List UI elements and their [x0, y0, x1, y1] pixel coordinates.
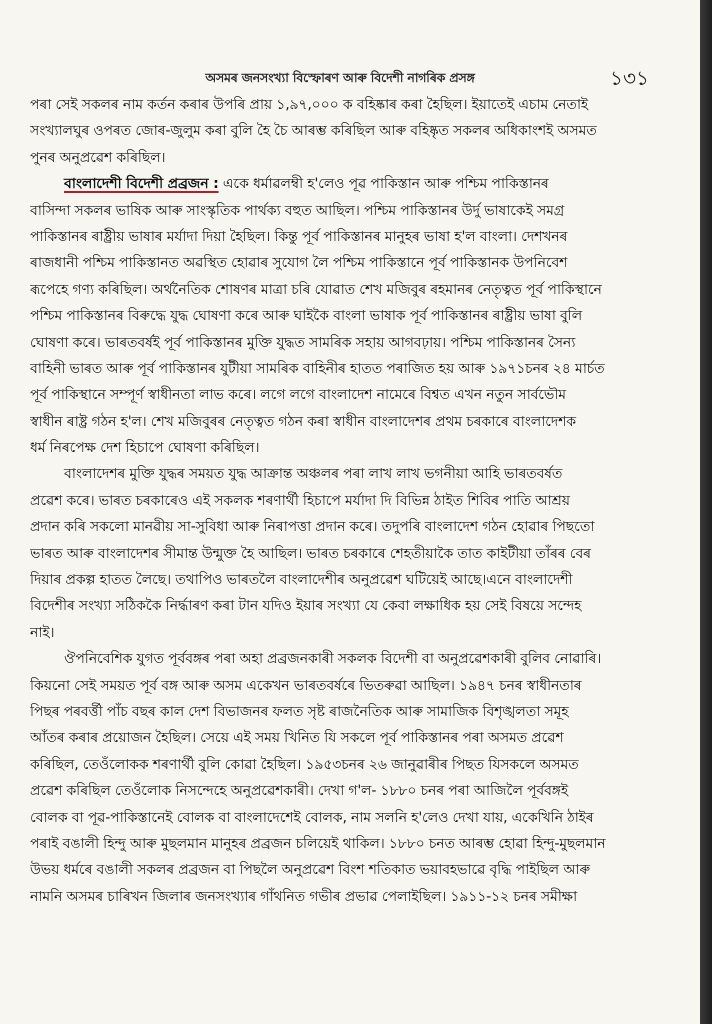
text-line: আঁতৰ কৰাৰ প্ৰয়োজন হৈছিল। সেয়ে এই সময় খিনিত যি সকলে পূৰ্ব পাকিস্তানৰ পৰা অসমত প্ৰৱেশ [30, 730, 564, 747]
body-text [30, 92, 670, 910]
text-line: প্ৰদান কৰি সকলো মানৱীয় সা-সুবিধা আৰু নিৰাপত্তা প্ৰদান কৰে। তদুপৰি বাংলাদেশ গঠন হোৱাৰ পিছতো [30, 519, 595, 536]
text-line: নামনি অসমৰ চাৰিখন জিলাৰ জনসংখ্যাৰ গাঁথনিত গভীৰ প্ৰভাৱ পেলাইছিল। ১৯১১-১২ চনৰ সমীক্ষা [30, 888, 578, 905]
page-number: ১৩১ [610, 66, 649, 90]
text-line: বাহিনী ভাৰত আৰু পূৰ্ব পাকিস্তানৰ যুটীয়া সামৰিক বাহিনীৰ হাতত পৰাজিত হয় আৰু ১৯৭১চনৰ ২৪ মাৰ্চত [30, 360, 605, 377]
text-line: ধৰ্ম নিৰপেক্ষ দেশ হিচাপে ঘোষণা কৰিছিল। [30, 440, 260, 457]
text-line: পূৰ্ব পাকিস্থানে সম্পূৰ্ণ স্বাধীনতা লাভ কৰে। লগে লগে বাংলাদেশ নামেৰে বিশ্বত এখন নতুন সাৰ্বভৌম [30, 387, 566, 404]
text-line: বাংলাদেশৰ মুক্তি যুদ্ধৰ সময়ত যুদ্ধ আক্ৰান্ত অঞ্চলৰ পৰা লাখ লাখ ভগনীয়া আহি ভাৰতবৰ্ষত [64, 466, 563, 483]
text-line: কিয়নো সেই সময়ত পূৰ্ব বঙ্গ আৰু অসম একেখন ভাৰতবৰ্ষৰে ভিতৰুৱা আছিল। ১৯৪৭ চনৰ স্বাধীনতাৰ [30, 677, 582, 694]
text-line: সংখ্যালঘুৰ ওপৰত জোৰ-জুলুম কৰা বুলি হৈ চৈ আৰম্ভ কৰিছিল আৰু বহিষ্কৃত সকলৰ অধিকাংশই অসমত [30, 123, 597, 140]
text-line: ৰূপেহে গণ্য কৰিছিল। অৰ্থনৈতিক শোষণৰ মাত্ৰা চৰি যোৱাত শেখ মজিবুৰ ৰহমানৰ নেতৃত্বত পূৰ্ব পাকিস্থানে [30, 281, 602, 298]
text-line: পৰাই বঙালী হিন্দু আৰু মুছলমান মানুহৰ প্ৰব্ৰজন চলিয়েই থাকিল। ১৮৮০ চনত আৰম্ভ হোৱা হিন্দু-মুছলমান [30, 835, 606, 852]
text-line: বোলক বা পূৱ-পাকিস্তানেই বোলক বা বাংলাদেশেই বোলক, নাম সলনি হ'লেও দেখা যায়, একেখিনি ঠাইৰ [30, 809, 594, 826]
section-heading-text: একে ধৰ্মাৱলম্বী হ'লেও পূৱ পাকিস্তান আৰু পশ্চিম পাকিস্তানৰ [218, 176, 549, 193]
text-line: দিয়াৰ প্ৰকল্প হাতত লৈছে। তথাপিও ভাৰতলৈ বাংলাদেশীৰ অনুপ্ৰৱেশ ঘটিয়েই আছে।এনে বাংলাদেশী [30, 572, 573, 589]
text-line: ঘোষণা কৰে। ভাৰতবৰ্ষই পূৰ্ব পাকিস্তানৰ মুক্তি যুদ্ধত সামৰিক সহায় আগবঢ়ায়। পশ্চিম পাকিস্তানৰ সৈন্য [30, 334, 576, 351]
text-line: প্ৰৱেশ কৰে। ভাৰত চৰকাৰেও এই সকলক শৰণাৰ্থী হিচাপে মৰ্যাদা দি বিভিন্ন ঠাইত শিবিৰ পাতি আশ্ৰয় [30, 492, 570, 509]
text-line: প্ৰৱেশ কৰিছিল তেওঁলোক নিসন্দেহে অনুপ্ৰৱেশকাৰী। দেখা গ'ল- ১৮৮০ চনৰ পৰা আজিলৈ পূৰ্ববঙ্গই [30, 783, 569, 800]
text-line: বাসিন্দা সকলৰ ভাষিক আৰু সাংস্কৃতিক পাৰ্থক্য বহুত আছিল। পশ্চিম পাকিস্তানৰ উৰ্দু ভাষাকেই সমগ্ৰ [30, 202, 565, 219]
page-edge-shadow [700, 0, 712, 1024]
text-line: ৰাজধানী পশ্চিম পাকিস্তানত অৱস্থিত হোৱাৰ সুযোগ লৈ পশ্চিম পাকিস্তানে পূৰ্ব পাকিস্তানক উপনিবেশ [30, 255, 568, 272]
text-line: পৰা সেই সকলৰ নাম কৰ্তন কৰাৰ উপৰি প্ৰায় ১,৯৭,০০০ ক বহিষ্কাৰ কৰা হৈছিল। ইয়াতেই এচাম নেতাই [30, 97, 588, 113]
text-line: পুনৰ অনুপ্ৰৱেশ কৰিছিল। [30, 149, 166, 166]
text-line: পাকিস্তানৰ ৰাষ্ট্ৰীয় ভাষাৰ মৰ্যাদা দিয়া হৈছিল। কিন্তু পূৰ্ব পাকিস্তানৰ মানুহৰ ভাষা হ'ল বাংলা। দেশখনৰ [30, 228, 568, 245]
text-line: স্বাধীন ৰাষ্ট্ৰ গঠন হ'ল। শেখ মজিবুৰৰ নেতৃত্বত গঠন কৰা স্বাধীন বাংলাদেশৰ প্ৰথম চৰকাৰে বাংলাদেশক [30, 413, 576, 430]
text-line: কৰিছিল, তেওঁলোকক শৰণাৰ্থী বুলি কোৱা হৈছিল। ১৯৫৩চনৰ ২৬ জানুৱাৰীৰ পিছত যিসকলে অসমত [30, 756, 579, 773]
running-head: অসমৰ জনসংখ্যা বিস্ফোৰণ আৰু বিদেশী নাগৰিক প্ৰসঙ্গ [205, 70, 475, 85]
text-line: ভাৰত আৰু বাংলাদেশৰ সীমান্ত উন্মুক্ত হৈ আছিল। ভাৰত চৰকাৰে শেহতীয়াকৈ তাত কাইটীয়া তাঁৰৰ বেৰ [30, 545, 591, 562]
section-heading-line [30, 171, 670, 197]
text-line: বিদেশীৰ সংখ্যা সঠিককৈ নিৰ্দ্ধাৰণ কৰা টান যদিও ইয়াৰ সংখ্যা যে কেবা লক্ষাধিক হয় সেই বিষয়ে সন্দেহ [30, 598, 582, 615]
text-line: পশ্চিম পাকিস্তানৰ বিৰুদ্ধে যুদ্ধ ঘোষণা কৰে আৰু ঘাইকৈ বাংলা ভাষাক পূৰ্ব পাকিস্তানৰ ৰাষ্ট্ৰীয় ভাষা বুলি [30, 308, 583, 325]
text-line: উভয় ধৰ্মৰে বঙালী সকলৰ প্ৰব্ৰজন বা পিছলৈ অনুপ্ৰৱেশ বিংশ শতিকাত ভয়াবহভাৱে বৃদ্ধি পাইছিল আৰু [30, 862, 590, 879]
text-line: নাই। [30, 624, 55, 641]
section-heading: বাংলাদেশী বিদেশী প্ৰব্ৰজন : [64, 176, 219, 193]
text-line: ঔপনিবেশিক যুগত পূৰ্ববঙ্গৰ পৰা অহা প্ৰব্ৰজনকাৰী সকলক বিদেশী বা অনুপ্ৰৱেশকাৰী বুলিব নোৱাৰি। [64, 651, 602, 668]
text-line: পিছৰ পৰবৰ্ত্তী পাঁচ বছৰ কাল দেশ বিভাজনৰ ফলত সৃষ্ট ৰাজনৈতিক আৰু সামাজিক বিশৃঙ্খলতা সমূহ [30, 703, 569, 720]
